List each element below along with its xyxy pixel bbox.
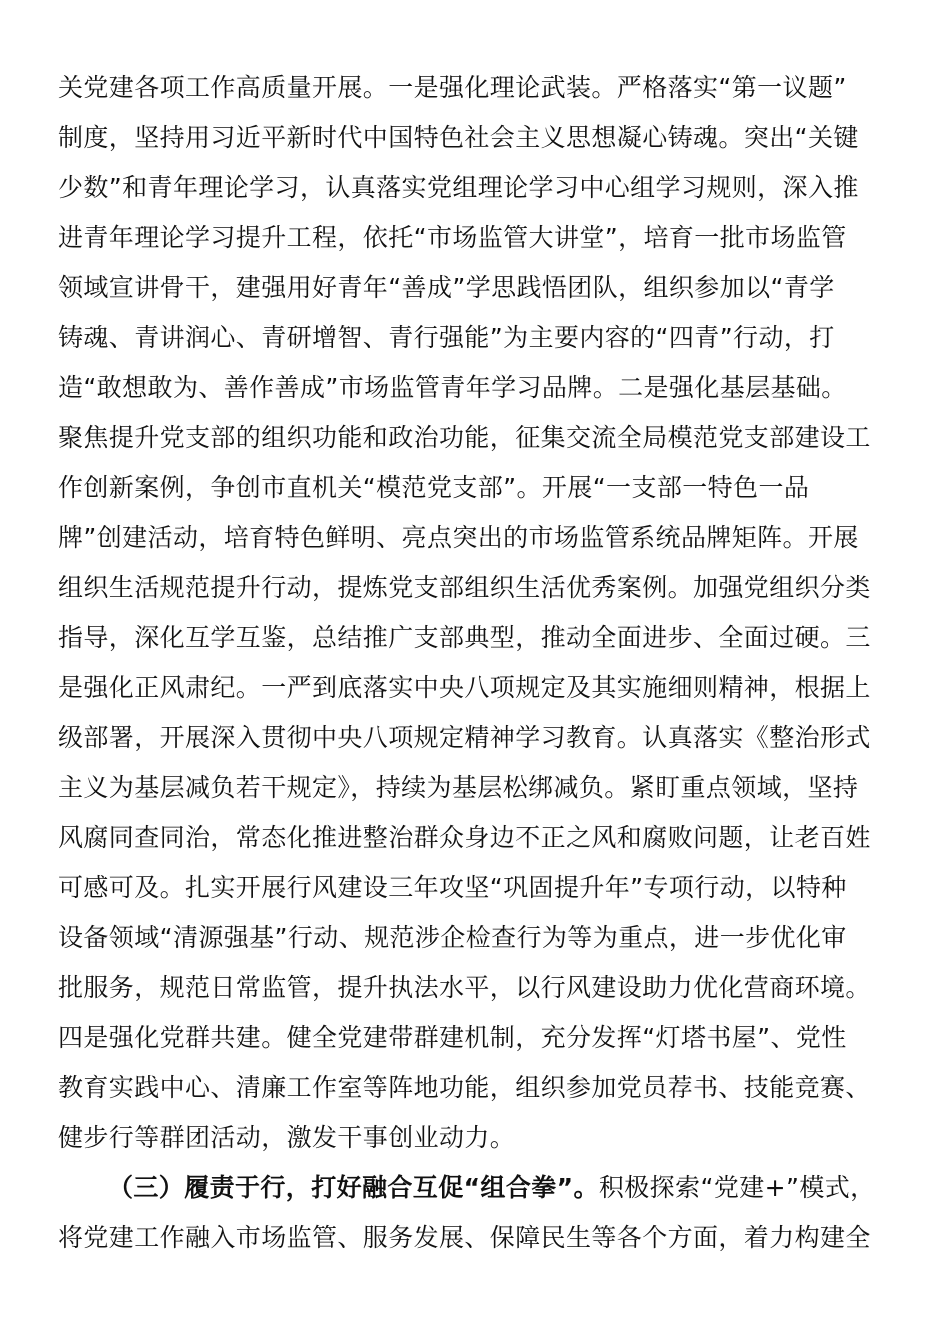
paragraph-line: 是强化正风肃纪。一严到底落实中央八项规定及其实施细则精神，根据上 bbox=[58, 673, 871, 702]
paragraph-line: 进青年理论学习提升工程，依托“市场监管大讲堂”，培育一批市场监管 bbox=[58, 223, 847, 252]
paragraph-line: 牌”创建活动，培育特色鲜明、亮点突出的市场监管系统品牌矩阵。开展 bbox=[58, 523, 859, 552]
paragraph-line: 教育实践中心、清廉工作室等阵地功能，组织参加党员荐书、技能竞赛、 bbox=[58, 1073, 871, 1102]
paragraph-line: 将党建工作融入市场监管、服务发展、保障民生等各个方面，着力构建全 bbox=[58, 1223, 871, 1252]
section-intro: 积极探索“党建+”模式， bbox=[598, 1173, 876, 1202]
section-heading: （三）履责于行，打好融合互促“组合拳”。 bbox=[108, 1173, 599, 1202]
paragraph-line: 主义为基层减负若干规定》，持续为基层松绑减负。紧盯重点领域，坚持 bbox=[58, 773, 859, 802]
paragraph-line: 设备领域“清源强基”行动、规范涉企检查行为等为重点，进一步优化审 bbox=[58, 923, 847, 952]
paragraph-line: 作创新案例，争创市直机关“模范党支部”。开展“一支部一特色一品 bbox=[58, 473, 810, 502]
paragraph-line: 铸魂、青讲润心、青研增智、青行强能”为主要内容的“四青”行动，打 bbox=[58, 323, 835, 352]
paragraph-line: 制度，坚持用习近平新时代中国特色社会主义思想凝心铸魂。突出“关键 bbox=[58, 123, 859, 152]
paragraph-line: 领域宣讲骨干，建强用好青年“善成”学思践悟团队，组织参加以“青学 bbox=[58, 273, 835, 302]
paragraph-line: 聚焦提升党支部的组织功能和政治功能，征集交流全局模范党支部建设工 bbox=[58, 423, 871, 452]
paragraph-line: 风腐同查同治，常态化推进整治群众身边不正之风和腐败问题，让老百姓 bbox=[58, 823, 871, 852]
paragraph-line: 级部署，开展深入贯彻中央八项规定精神学习教育。认真落实《整治形式 bbox=[58, 723, 871, 752]
paragraph-line: 少数”和青年理论学习，认真落实党组理论学习中心组学习规则，深入推 bbox=[58, 173, 859, 202]
paragraph-line: 关党建各项工作高质量开展。一是强化理论武装。严格落实“第一议题” bbox=[58, 73, 847, 102]
paragraph-line: 可感可及。扎实开展行风建设三年攻坚“巩固提升年”专项行动，以特种 bbox=[58, 873, 847, 902]
paragraph-line: 组织生活规范提升行动，提炼党支部组织生活优秀案例。加强党组织分类 bbox=[58, 573, 871, 602]
section-heading-line bbox=[108, 1163, 890, 1213]
paragraph-line: 造“敢想敢为、善作善成”市场监管青年学习品牌。二是强化基层基础。 bbox=[58, 373, 847, 402]
paragraph-line: 批服务，规范日常监管，提升执法水平，以行风建设助力优化营商环境。 bbox=[58, 973, 871, 1002]
paragraph-line: 四是强化党群共建。健全党建带群建机制，充分发挥“灯塔书屋”、党性 bbox=[58, 1023, 847, 1052]
paragraph-line: 健步行等群团活动，激发干事创业动力。 bbox=[58, 1123, 516, 1152]
paragraph-line: 指导，深化互学互鉴，总结推广支部典型，推动全面进步、全面过硬。三 bbox=[58, 623, 871, 652]
